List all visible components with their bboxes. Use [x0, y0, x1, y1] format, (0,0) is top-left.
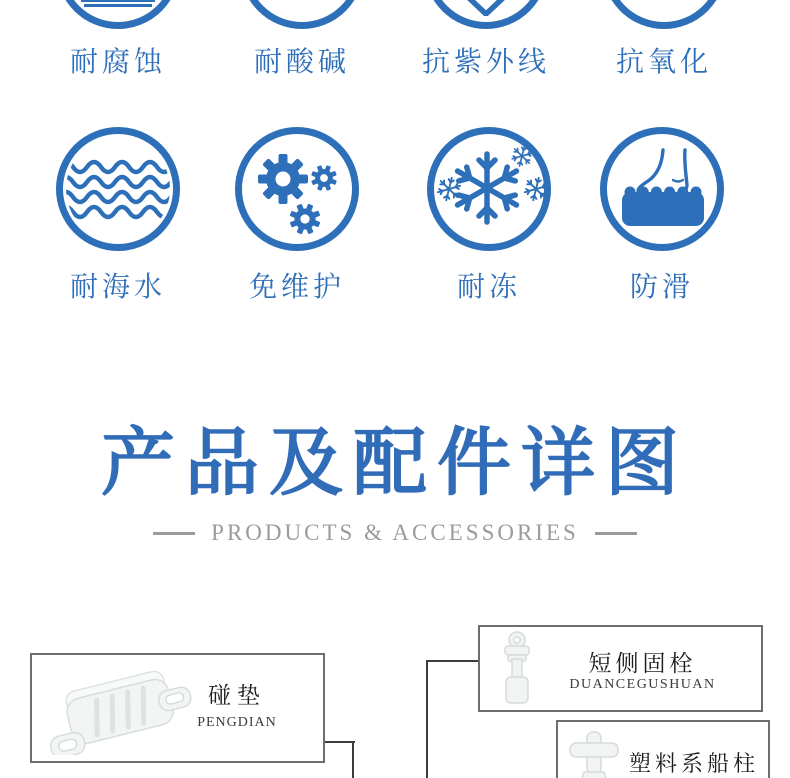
- subtitle-text: PRODUCTS & ACCESSORIES: [211, 520, 579, 545]
- product-box-bolt: [478, 625, 763, 712]
- uv-arrow-icon: [466, 0, 506, 16]
- product-name: 碰垫: [208, 683, 266, 708]
- feature-antislip: [582, 127, 742, 312]
- product-box-fender: [30, 653, 325, 763]
- product-pinyin: PENGDIAN: [197, 715, 277, 730]
- feature-label: 耐海水: [69, 271, 166, 302]
- connector-line: [427, 660, 478, 662]
- feature-freeze: [409, 127, 569, 312]
- feature-label: 抗氧化: [615, 46, 712, 77]
- feature-label: 耐腐蚀: [69, 46, 166, 77]
- feature-antioxidation: [584, 0, 744, 80]
- acid-alkali-resistant-icon: [240, 0, 364, 29]
- subtitle-dash-left: [153, 532, 195, 535]
- product-name: 短侧固栓: [588, 651, 697, 676]
- bolt-product-image: [492, 631, 542, 709]
- connector-line: [426, 660, 428, 778]
- section-title: 产品及配件详图: [101, 421, 689, 504]
- feature-acid-alkali: [222, 0, 382, 80]
- feature-uv: [406, 0, 566, 80]
- connector-line: [352, 741, 354, 778]
- feature-maintenance-free: [217, 127, 377, 312]
- connector-line: [325, 741, 355, 743]
- feature-label: 耐酸碱: [253, 46, 350, 77]
- bollard-product-image: [566, 730, 622, 778]
- subtitle-dash-right: [595, 532, 637, 535]
- maintenance-free-icon: [235, 127, 359, 251]
- feature-label: 免维护: [248, 271, 345, 302]
- feature-corrosion: [38, 0, 198, 80]
- corrosion-liquid-line: [81, 0, 155, 2]
- anti-oxidation-icon: [602, 0, 726, 29]
- feature-label: 耐冻: [456, 271, 521, 302]
- freeze-resistant-icon: [427, 127, 551, 251]
- product-pinyin: DUANCEGUSHUAN: [569, 677, 716, 692]
- product-box-bollard: [556, 720, 770, 778]
- seawater-resistant-icon: [56, 127, 180, 251]
- feature-label: 防滑: [629, 271, 694, 302]
- feature-seawater: [38, 127, 198, 312]
- anti-slip-icon: [600, 127, 724, 251]
- feature-label: 抗紫外线: [421, 46, 550, 77]
- section-subtitle: [0, 520, 790, 546]
- corrosion-liquid-line: [84, 4, 152, 7]
- product-name: 塑料系船柱: [628, 751, 759, 776]
